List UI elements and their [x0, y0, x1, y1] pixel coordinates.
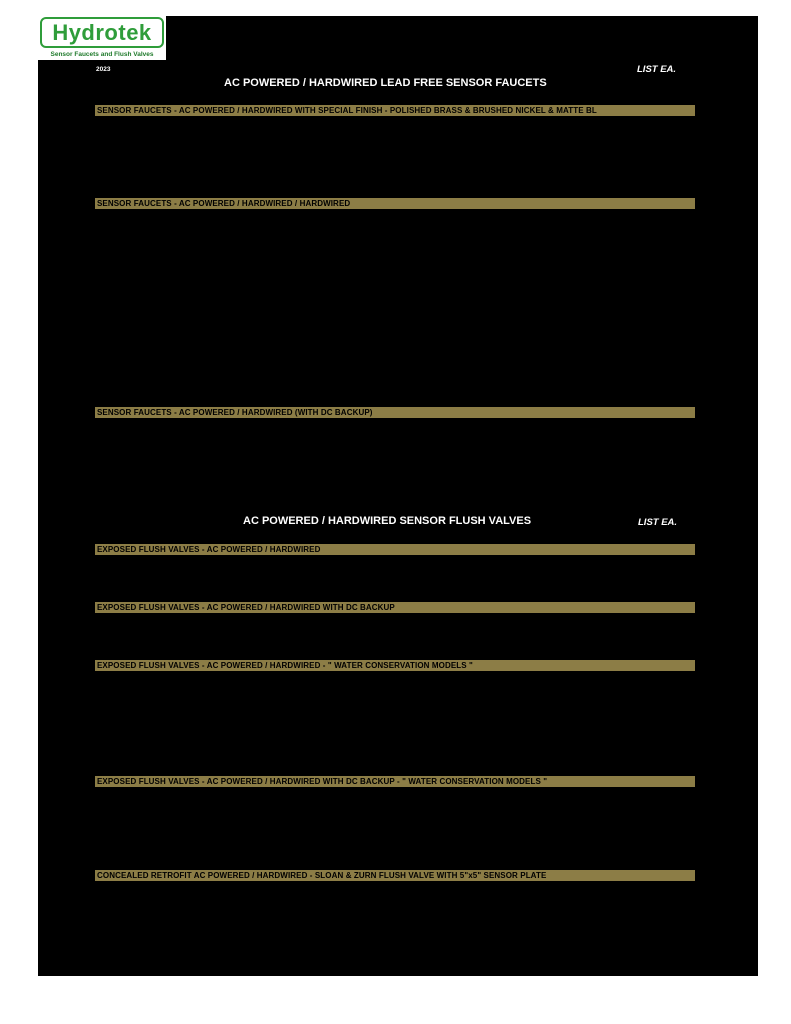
category-bar-special-finish: SENSOR FAUCETS - AC POWERED / HARDWIRED WITH SPECIAL FINISH - POLISHED BRASS & BRUSHED NICKEL & MATTE BL: [95, 105, 695, 116]
logo-tagline: Sensor Faucets and Flush Valves: [50, 51, 154, 58]
hydrotek-logo: [38, 16, 166, 60]
category-bar-concealed-retrofit: CONCEALED RETROFIT AC POWERED / HARDWIRED - SLOAN & ZURN FLUSH VALVE WITH 5"x5" SENSOR PLATE: [95, 870, 695, 881]
logo-frame: [40, 17, 164, 48]
price-sheet: [38, 16, 758, 976]
category-bar-exposed-dc-water-conservation: EXPOSED FLUSH VALVES - AC POWERED / HARDWIRED WITH DC BACKUP - " WATER CONSERVATION MODELS ": [95, 776, 695, 787]
year-label: 2023: [96, 66, 111, 73]
category-bar-exposed-hardwired: EXPOSED FLUSH VALVES - AC POWERED / HARDWIRED: [95, 544, 695, 555]
list-ea-heading: LIST EA.: [637, 64, 677, 75]
category-bar-faucets-hardwired: SENSOR FAUCETS - AC POWERED / HARDWIRED / HARDWIRED: [95, 198, 695, 209]
flush-valves-section-title: AC POWERED / HARDWIRED SENSOR FLUSH VALVES: [243, 515, 532, 527]
list-ea-heading-flush: LIST EA.: [638, 517, 678, 528]
category-bar-faucets-dc-backup: SENSOR FAUCETS - AC POWERED / HARDWIRED (WITH DC BACKUP): [95, 407, 695, 418]
category-bar-exposed-water-conservation: EXPOSED FLUSH VALVES - AC POWERED / HARDWIRED - " WATER CONSERVATION MODELS ": [95, 660, 695, 671]
faucets-section-title: AC POWERED / HARDWIRED LEAD FREE SENSOR FAUCETS: [224, 77, 547, 89]
category-bar-exposed-dc-backup: EXPOSED FLUSH VALVES - AC POWERED / HARDWIRED WITH DC BACKUP: [95, 602, 695, 613]
logo-wordmark: Hydrotek: [52, 19, 152, 45]
